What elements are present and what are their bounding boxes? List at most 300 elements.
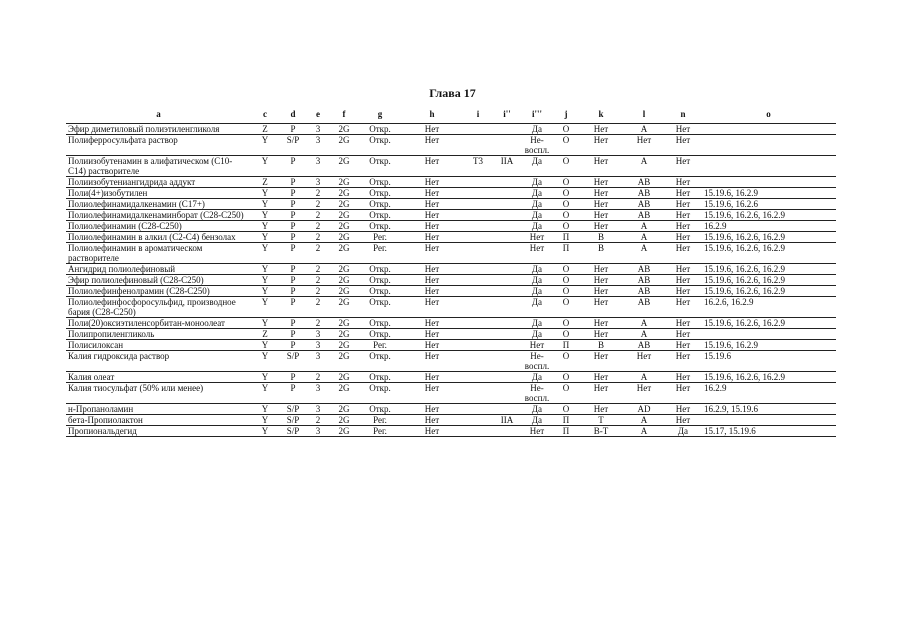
table-cell: Z bbox=[251, 329, 279, 340]
table-cell: 16.2.9, 15.19.6 bbox=[701, 404, 836, 415]
table-cell bbox=[463, 415, 493, 426]
table-cell: Откр. bbox=[359, 372, 401, 383]
table-cell bbox=[493, 318, 521, 329]
page-title: Глава 17 bbox=[429, 86, 476, 100]
table-cell: Откр. bbox=[359, 135, 401, 156]
table-cell: 15.19.6, 16.2.6, 16.2.9 bbox=[701, 264, 836, 275]
product-name-cell: н-Пропаноламин bbox=[66, 404, 251, 415]
table-cell: P bbox=[279, 340, 307, 351]
table-cell: Да bbox=[521, 124, 553, 135]
table-cell: Y bbox=[251, 199, 279, 210]
table-row bbox=[66, 199, 836, 210]
table-cell: 3 bbox=[307, 426, 329, 437]
table-cell: Нет bbox=[401, 318, 463, 329]
product-name-cell: Ангидрид полиолефиновый bbox=[66, 264, 251, 275]
column-header: l bbox=[623, 105, 665, 124]
table-row bbox=[66, 275, 836, 286]
table-cell bbox=[701, 177, 836, 188]
table-cell: 2G bbox=[329, 351, 359, 372]
table-cell: 2G bbox=[329, 318, 359, 329]
table-cell: P bbox=[279, 188, 307, 199]
column-header: a bbox=[66, 105, 251, 124]
column-header: j bbox=[553, 105, 579, 124]
table-cell: AB bbox=[623, 210, 665, 221]
table-cell: Да bbox=[521, 210, 553, 221]
table-cell: Нет bbox=[401, 383, 463, 404]
table-cell bbox=[493, 177, 521, 188]
table-cell: 3 bbox=[307, 351, 329, 372]
table-cell: Откр. bbox=[359, 351, 401, 372]
table-cell: Откр. bbox=[359, 156, 401, 177]
table-cell: O bbox=[553, 156, 579, 177]
table-cell: T3 bbox=[463, 156, 493, 177]
table-row bbox=[66, 124, 836, 135]
table-cell: P bbox=[279, 232, 307, 243]
table-cell: П bbox=[553, 232, 579, 243]
table-row bbox=[66, 297, 836, 318]
table-cell: Нет bbox=[579, 275, 623, 286]
table-cell: T bbox=[579, 415, 623, 426]
table-cell bbox=[493, 404, 521, 415]
table-cell bbox=[493, 243, 521, 264]
product-name-cell: Поли(20)оксиэтиленсорбитан-моноолеат bbox=[66, 318, 251, 329]
table-cell: A bbox=[623, 426, 665, 437]
table-cell: O bbox=[553, 286, 579, 297]
table-cell: П bbox=[553, 426, 579, 437]
table-cell: Нет bbox=[665, 264, 701, 275]
table-cell: 2G bbox=[329, 264, 359, 275]
table-cell: P bbox=[279, 286, 307, 297]
table-cell: S/P bbox=[279, 351, 307, 372]
table-cell: Нет bbox=[665, 275, 701, 286]
table-cell: Да bbox=[521, 221, 553, 232]
table-cell: 2 bbox=[307, 297, 329, 318]
table-cell: 2G bbox=[329, 372, 359, 383]
product-name-cell: Полиизобутениангидрида аддукт bbox=[66, 177, 251, 188]
column-header: f bbox=[329, 105, 359, 124]
table-cell: 2G bbox=[329, 415, 359, 426]
table-cell: B-T bbox=[579, 426, 623, 437]
table-cell: 15.19.6, 16.2.9 bbox=[701, 188, 836, 199]
table-cell: Нет bbox=[521, 232, 553, 243]
table-cell: Нет bbox=[579, 297, 623, 318]
table-cell bbox=[463, 372, 493, 383]
table-cell: 2G bbox=[329, 329, 359, 340]
table-cell: Нет bbox=[665, 221, 701, 232]
table-cell: O bbox=[553, 383, 579, 404]
table-cell: Да bbox=[521, 404, 553, 415]
table-cell: P bbox=[279, 210, 307, 221]
table-cell bbox=[701, 156, 836, 177]
table-cell: P bbox=[279, 297, 307, 318]
table-cell bbox=[493, 210, 521, 221]
table-cell: Нет bbox=[401, 351, 463, 372]
table-row bbox=[66, 318, 836, 329]
table-cell: Нет bbox=[623, 383, 665, 404]
table-cell: Y bbox=[251, 340, 279, 351]
table-cell bbox=[463, 243, 493, 264]
table-cell: O bbox=[553, 188, 579, 199]
table-cell: 15.19.6, 16.2.6, 16.2.9 bbox=[701, 372, 836, 383]
table-cell: Y bbox=[251, 275, 279, 286]
table-cell: Откр. bbox=[359, 383, 401, 404]
table-cell bbox=[493, 286, 521, 297]
product-name-cell: бета-Пропиолактон bbox=[66, 415, 251, 426]
table-cell: 15.19.6, 16.2.6, 16.2.9 bbox=[701, 318, 836, 329]
table-cell bbox=[493, 383, 521, 404]
table-cell: Y bbox=[251, 383, 279, 404]
product-name-cell: Пропиональдегид bbox=[66, 426, 251, 437]
table-cell: Да bbox=[521, 188, 553, 199]
product-name-cell: Эфир диметиловый полиэтиленгликоля bbox=[66, 124, 251, 135]
table-cell: Y bbox=[251, 372, 279, 383]
table-cell: IIA bbox=[493, 156, 521, 177]
table-cell: Нет bbox=[401, 188, 463, 199]
table-cell bbox=[463, 383, 493, 404]
table-cell: A bbox=[623, 156, 665, 177]
table-cell: П bbox=[553, 340, 579, 351]
table-cell: Нет bbox=[579, 221, 623, 232]
column-header: i''' bbox=[521, 105, 553, 124]
table-cell: Да bbox=[521, 264, 553, 275]
table-cell: Нет bbox=[401, 177, 463, 188]
product-name-cell: Калия тиосульфат (50% или менее) bbox=[66, 383, 251, 404]
table-cell: Нет bbox=[401, 372, 463, 383]
product-name-cell: Полисилоксан bbox=[66, 340, 251, 351]
table-cell: P bbox=[279, 383, 307, 404]
table-cell: O bbox=[553, 372, 579, 383]
table-cell: Нет bbox=[665, 156, 701, 177]
table-cell: O bbox=[553, 275, 579, 286]
table-cell: O bbox=[553, 264, 579, 275]
table-cell: Нет bbox=[665, 297, 701, 318]
table-cell: 16.2.9 bbox=[701, 221, 836, 232]
table-cell: O bbox=[553, 404, 579, 415]
table-row bbox=[66, 340, 836, 351]
table-cell: Нет bbox=[665, 232, 701, 243]
header-row bbox=[66, 105, 836, 124]
table-cell: Нет bbox=[401, 340, 463, 351]
table-cell: AB bbox=[623, 340, 665, 351]
table-cell: Нет bbox=[579, 372, 623, 383]
table-cell: A bbox=[623, 124, 665, 135]
table-cell: 2 bbox=[307, 243, 329, 264]
table-cell: Нет bbox=[579, 156, 623, 177]
table-cell: Не-воспл. bbox=[521, 351, 553, 372]
table-cell: 2 bbox=[307, 286, 329, 297]
table-cell: S/P bbox=[279, 404, 307, 415]
table-cell: Y bbox=[251, 221, 279, 232]
table-cell bbox=[701, 124, 836, 135]
table-cell: Нет bbox=[665, 199, 701, 210]
table-cell: A bbox=[623, 372, 665, 383]
table-cell: Нет bbox=[401, 210, 463, 221]
table-cell: Нет bbox=[579, 286, 623, 297]
product-name-cell: Полиферросульфата раствор bbox=[66, 135, 251, 156]
table-cell bbox=[493, 372, 521, 383]
table-cell: 2 bbox=[307, 372, 329, 383]
table-cell bbox=[493, 426, 521, 437]
column-header: h bbox=[401, 105, 463, 124]
table-cell: Нет bbox=[401, 199, 463, 210]
table-cell bbox=[701, 135, 836, 156]
table-cell bbox=[463, 210, 493, 221]
table-cell: A bbox=[623, 221, 665, 232]
product-name-cell: Калия гидроксида раствор bbox=[66, 351, 251, 372]
table-cell: 15.19.6 bbox=[701, 351, 836, 372]
table-cell: Нет bbox=[579, 318, 623, 329]
table-cell: Нет bbox=[665, 329, 701, 340]
table-row bbox=[66, 232, 836, 243]
table-row bbox=[66, 372, 836, 383]
table-cell: Нет bbox=[521, 340, 553, 351]
table-cell: 15.19.6, 16.2.6, 16.2.9 bbox=[701, 243, 836, 264]
table-cell: 15.19.6, 16.2.6, 16.2.9 bbox=[701, 286, 836, 297]
table-row bbox=[66, 243, 836, 264]
column-header: i bbox=[463, 105, 493, 124]
table-cell: 2G bbox=[329, 243, 359, 264]
table-cell: 3 bbox=[307, 135, 329, 156]
table-cell: AB bbox=[623, 297, 665, 318]
table-cell: O bbox=[553, 329, 579, 340]
table-row bbox=[66, 404, 836, 415]
table-cell: Z bbox=[251, 124, 279, 135]
table-cell: 2 bbox=[307, 221, 329, 232]
table-cell: S/P bbox=[279, 415, 307, 426]
table-cell: Нет bbox=[401, 156, 463, 177]
product-name-cell: Полиолефинамидалкенамин (C17+) bbox=[66, 199, 251, 210]
table-cell: 2 bbox=[307, 275, 329, 286]
table-cell: Рег. bbox=[359, 243, 401, 264]
table-cell: Нет bbox=[401, 135, 463, 156]
table-cell: Откр. bbox=[359, 188, 401, 199]
table-cell bbox=[463, 232, 493, 243]
table-cell: Нет bbox=[401, 124, 463, 135]
table-cell: П bbox=[553, 243, 579, 264]
table-cell: 15.19.6, 16.2.9 bbox=[701, 340, 836, 351]
table-cell bbox=[463, 329, 493, 340]
table-cell bbox=[701, 415, 836, 426]
table-cell: Нет bbox=[665, 243, 701, 264]
column-header: i'' bbox=[493, 105, 521, 124]
table-cell: A bbox=[623, 243, 665, 264]
table-cell: Нет bbox=[623, 135, 665, 156]
table-cell: Рег. bbox=[359, 340, 401, 351]
table-cell: 2 bbox=[307, 232, 329, 243]
table-cell: Да bbox=[521, 318, 553, 329]
column-header: c bbox=[251, 105, 279, 124]
table-cell: 2G bbox=[329, 297, 359, 318]
product-name-cell: Эфир полиолефиновый (C28-C250) bbox=[66, 275, 251, 286]
table-cell: Да bbox=[521, 415, 553, 426]
table-cell: Да bbox=[521, 372, 553, 383]
table-cell bbox=[463, 199, 493, 210]
table-cell: Y bbox=[251, 210, 279, 221]
table-cell: P bbox=[279, 264, 307, 275]
table-cell: B bbox=[579, 340, 623, 351]
table-cell bbox=[493, 232, 521, 243]
table-cell: Y bbox=[251, 286, 279, 297]
table-cell: Нет bbox=[579, 404, 623, 415]
table-cell bbox=[463, 221, 493, 232]
table-cell: Откр. bbox=[359, 275, 401, 286]
table-cell: Откр. bbox=[359, 210, 401, 221]
table-cell: Откр. bbox=[359, 124, 401, 135]
table-cell: Нет bbox=[665, 351, 701, 372]
table-cell: A bbox=[623, 329, 665, 340]
table-cell bbox=[493, 340, 521, 351]
table-cell: Y bbox=[251, 135, 279, 156]
table-row bbox=[66, 329, 836, 340]
table-cell bbox=[463, 188, 493, 199]
table-cell: O bbox=[553, 199, 579, 210]
table-cell: Откр. bbox=[359, 264, 401, 275]
table-cell: Нет bbox=[665, 188, 701, 199]
table-cell: Нет bbox=[521, 426, 553, 437]
table-cell: 15.19.6, 16.2.6 bbox=[701, 199, 836, 210]
table-cell: Нет bbox=[665, 372, 701, 383]
table-cell: Откр. bbox=[359, 404, 401, 415]
table-cell: AD bbox=[623, 404, 665, 415]
table-cell: Y bbox=[251, 188, 279, 199]
table-cell: AB bbox=[623, 188, 665, 199]
table-cell: Нет bbox=[401, 243, 463, 264]
cargo-table bbox=[66, 105, 836, 437]
table-cell: Нет bbox=[665, 415, 701, 426]
table-cell: Y bbox=[251, 318, 279, 329]
table-row bbox=[66, 351, 836, 372]
table-cell: O bbox=[553, 221, 579, 232]
table-row bbox=[66, 156, 836, 177]
product-name-cell: Полиолефинфенолрамин (C28-C250) bbox=[66, 286, 251, 297]
table-cell: Нет bbox=[579, 210, 623, 221]
table-cell: Z bbox=[251, 177, 279, 188]
table-cell: Y bbox=[251, 297, 279, 318]
table-cell: P bbox=[279, 275, 307, 286]
table-cell: 15.19.6, 16.2.6, 16.2.9 bbox=[701, 232, 836, 243]
table-cell bbox=[493, 275, 521, 286]
table-cell: 2G bbox=[329, 124, 359, 135]
table-row bbox=[66, 177, 836, 188]
table-cell: Откр. bbox=[359, 177, 401, 188]
table-cell bbox=[701, 329, 836, 340]
table-cell bbox=[493, 135, 521, 156]
table-cell: A bbox=[623, 415, 665, 426]
table-cell: O bbox=[553, 177, 579, 188]
table-row bbox=[66, 221, 836, 232]
column-header: o bbox=[701, 105, 836, 124]
table-cell bbox=[463, 177, 493, 188]
table-cell: Да bbox=[521, 329, 553, 340]
product-name-cell: Полиолефинамин в алкил (C2-C4) бензолах bbox=[66, 232, 251, 243]
table-cell: Нет bbox=[665, 135, 701, 156]
table-cell: Нет bbox=[401, 275, 463, 286]
product-name-cell: Полиолефинфосфоросульфид, производное бария (C28-C250) bbox=[66, 297, 251, 318]
table-cell: AB bbox=[623, 199, 665, 210]
table-cell: A bbox=[623, 232, 665, 243]
table-cell: P bbox=[279, 221, 307, 232]
table-cell: Нет bbox=[579, 264, 623, 275]
table-cell: Нет bbox=[401, 297, 463, 318]
table-cell: AB bbox=[623, 275, 665, 286]
table-cell: Нет bbox=[401, 415, 463, 426]
column-header: g bbox=[359, 105, 401, 124]
table-cell: Нет bbox=[579, 383, 623, 404]
table-cell: P bbox=[279, 372, 307, 383]
table-cell: O bbox=[553, 210, 579, 221]
table-cell: 2G bbox=[329, 232, 359, 243]
product-name-cell: Полиолефинамидалкенаминборат (C28-C250) bbox=[66, 210, 251, 221]
table-cell: Y bbox=[251, 243, 279, 264]
table-cell: Не-воспл. bbox=[521, 383, 553, 404]
table-cell: Да bbox=[521, 177, 553, 188]
product-name-cell: Полиолефинамин в ароматическом растворителе bbox=[66, 243, 251, 264]
table-row bbox=[66, 210, 836, 221]
table-cell: 3 bbox=[307, 329, 329, 340]
table-cell: 2G bbox=[329, 286, 359, 297]
table-cell: Да bbox=[521, 275, 553, 286]
table-cell: Нет bbox=[401, 329, 463, 340]
table-cell: 2G bbox=[329, 383, 359, 404]
table-cell: 2G bbox=[329, 275, 359, 286]
table-cell: Нет bbox=[401, 404, 463, 415]
table-cell bbox=[463, 318, 493, 329]
table-cell: Рег. bbox=[359, 426, 401, 437]
table-cell: Откр. bbox=[359, 286, 401, 297]
table-row bbox=[66, 415, 836, 426]
table-cell: 2G bbox=[329, 221, 359, 232]
table-cell: Y bbox=[251, 156, 279, 177]
table-cell: Нет bbox=[665, 177, 701, 188]
product-name-cell: Калия олеат bbox=[66, 372, 251, 383]
table-cell: 2G bbox=[329, 177, 359, 188]
table-cell: Да bbox=[521, 156, 553, 177]
table-cell: Y bbox=[251, 404, 279, 415]
table-cell: AB bbox=[623, 177, 665, 188]
table-row bbox=[66, 188, 836, 199]
table-cell bbox=[493, 297, 521, 318]
table-cell: O bbox=[553, 318, 579, 329]
table-cell: Не-воспл. bbox=[521, 135, 553, 156]
table-cell: 2G bbox=[329, 404, 359, 415]
table-cell bbox=[493, 188, 521, 199]
table-cell: P bbox=[279, 156, 307, 177]
table-cell: 2 bbox=[307, 210, 329, 221]
table-cell: Нет bbox=[401, 426, 463, 437]
table-cell: 2G bbox=[329, 210, 359, 221]
table-cell: O bbox=[553, 351, 579, 372]
table-cell bbox=[463, 426, 493, 437]
table-cell: O bbox=[553, 124, 579, 135]
product-name-cell: Поли(4+)изобутилен bbox=[66, 188, 251, 199]
table-cell: 2 bbox=[307, 318, 329, 329]
table-cell bbox=[463, 340, 493, 351]
table-cell: Откр. bbox=[359, 318, 401, 329]
table-cell: O bbox=[553, 135, 579, 156]
table-cell: 2G bbox=[329, 199, 359, 210]
table-cell bbox=[463, 264, 493, 275]
table-cell: Откр. bbox=[359, 221, 401, 232]
table-cell: Нет bbox=[401, 264, 463, 275]
table-cell: 3 bbox=[307, 404, 329, 415]
table-cell: P bbox=[279, 177, 307, 188]
table-cell: B bbox=[579, 243, 623, 264]
table-cell: 2G bbox=[329, 156, 359, 177]
table-row bbox=[66, 426, 836, 437]
table-cell: A bbox=[623, 318, 665, 329]
table-cell: Рег. bbox=[359, 415, 401, 426]
table-cell: Нет bbox=[665, 340, 701, 351]
